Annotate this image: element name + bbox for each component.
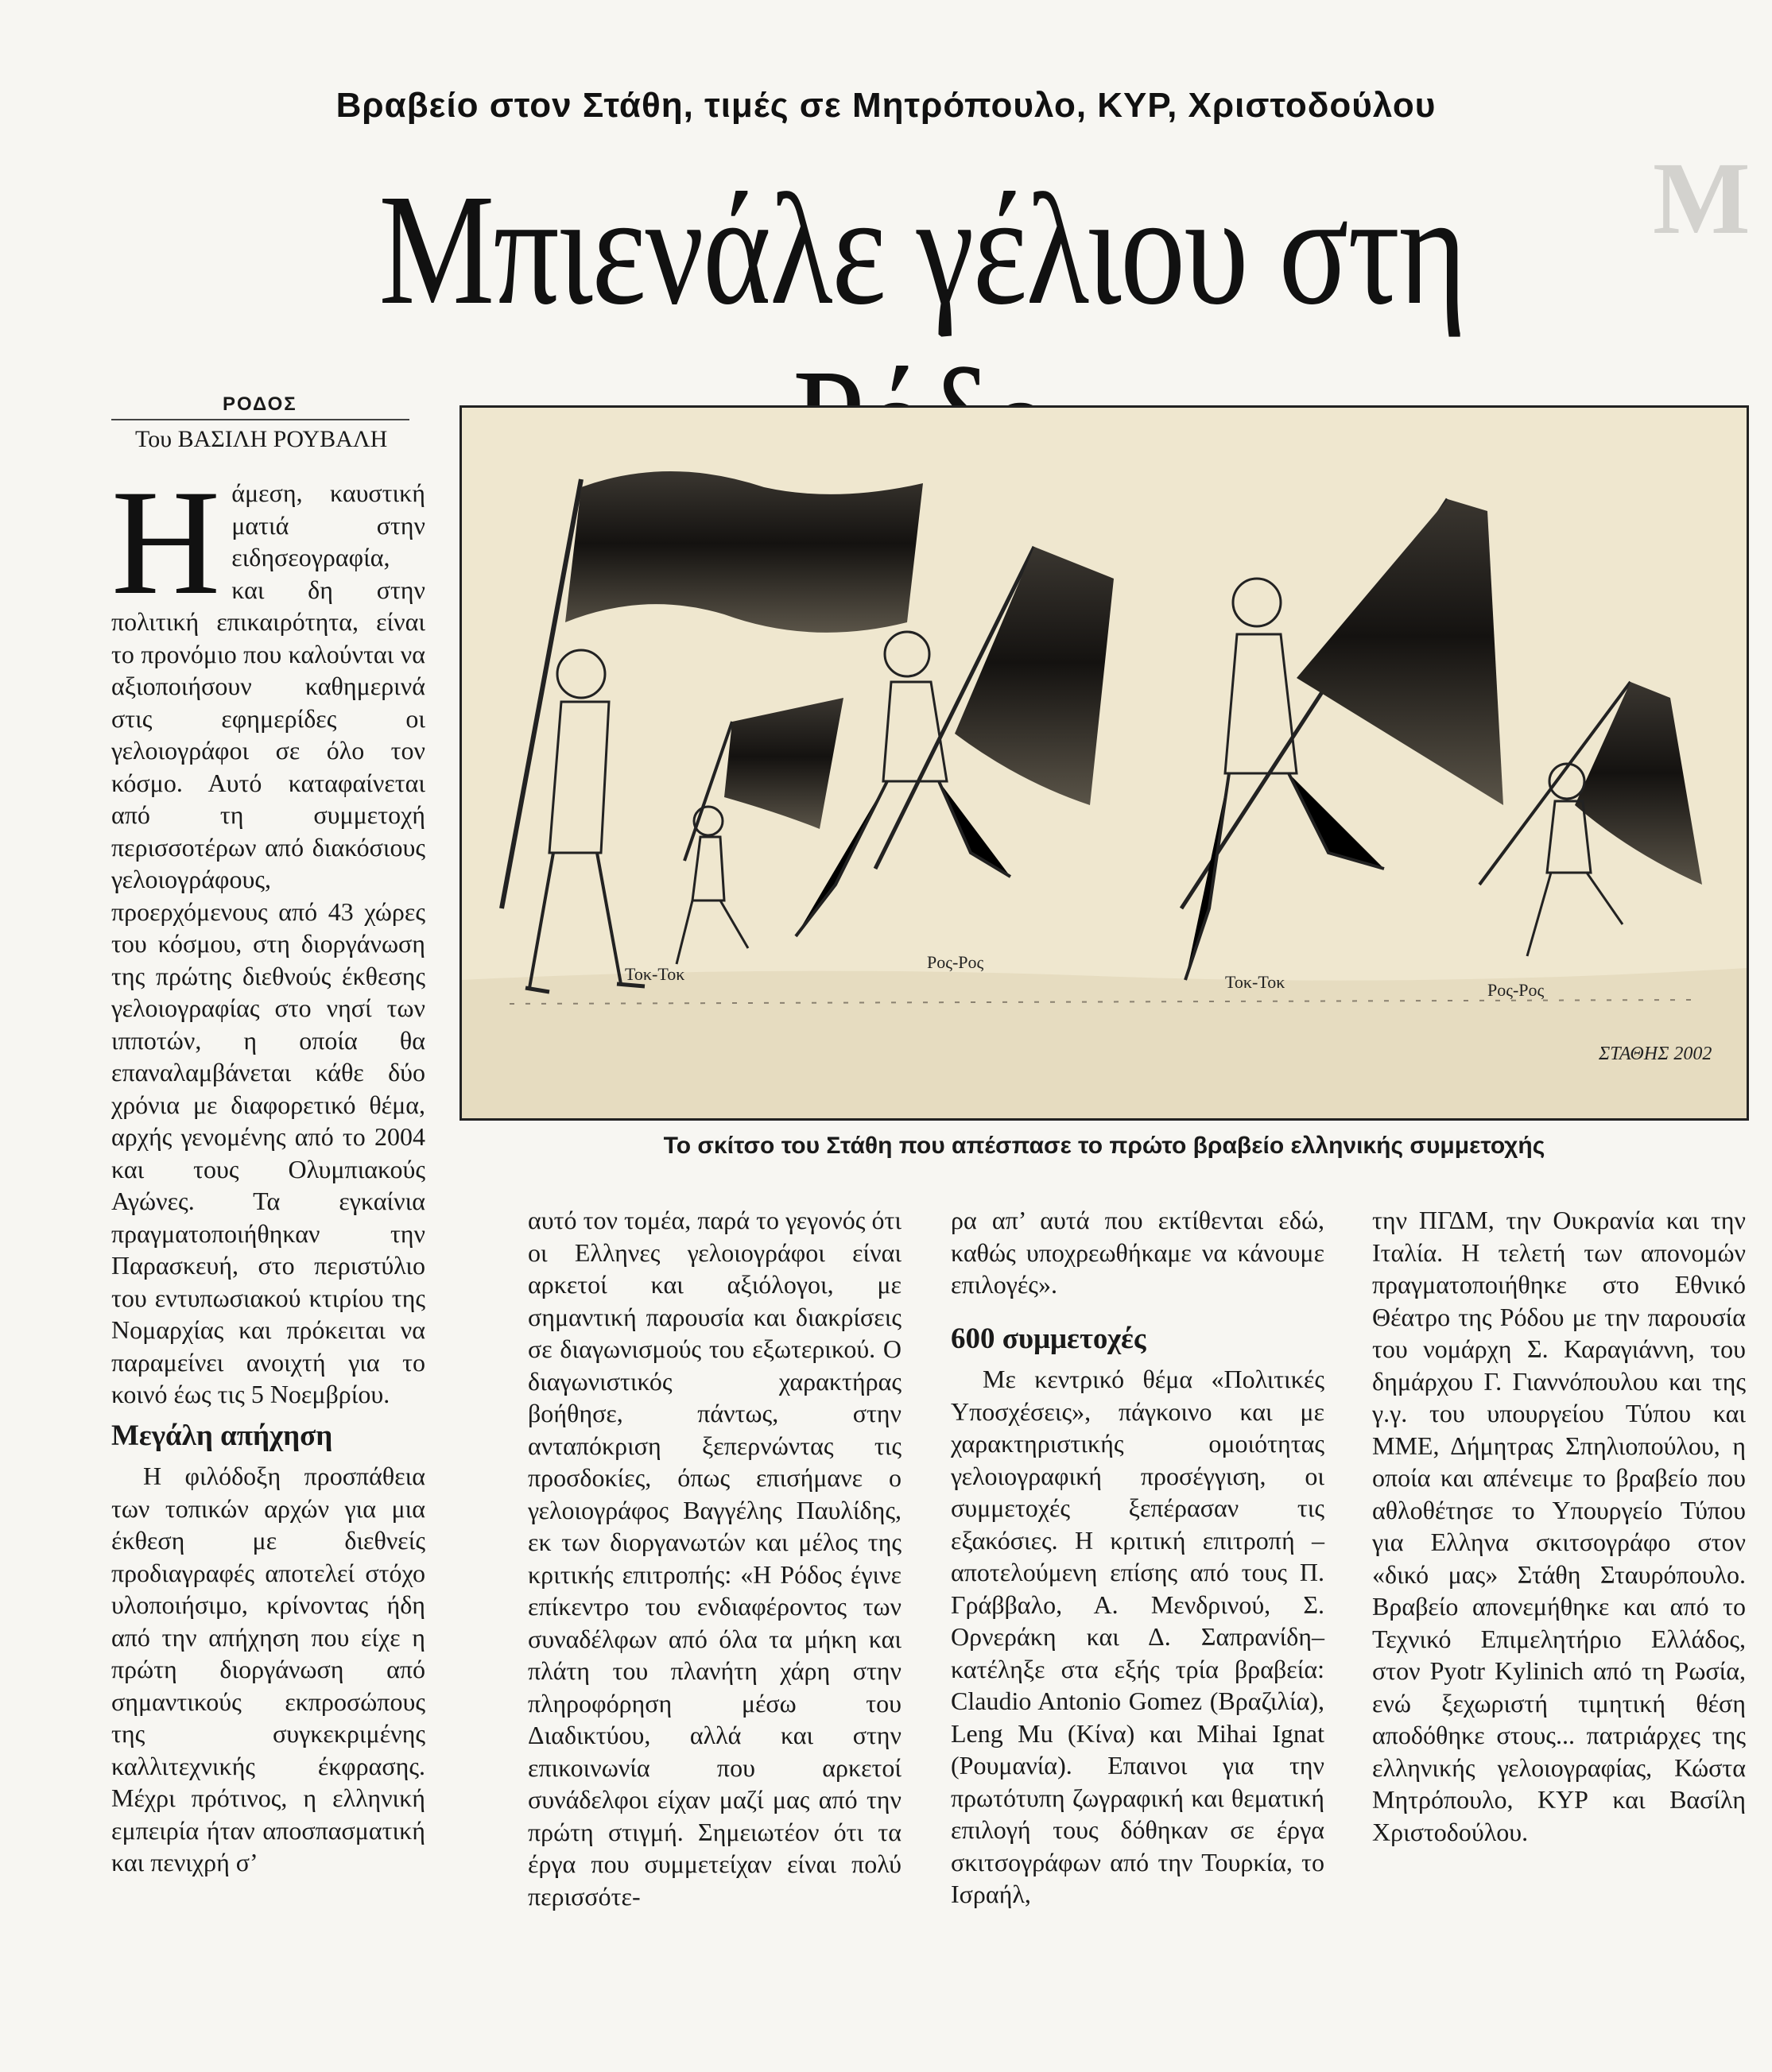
byline: Του ΒΑΣΙΛΗ ΡΟΥΒΑΛΗ bbox=[135, 426, 388, 452]
headline: Μπιενάλε γέλιου στη bbox=[378, 162, 1466, 338]
cartoon-drawing bbox=[462, 408, 1747, 1118]
subhead-megali-apichisi: Μεγάλη απήχηση bbox=[111, 1419, 333, 1452]
column-2 bbox=[528, 1204, 902, 1912]
cartoon-caption: Το σκίτσο του Στάθη που απέσπασε το πρώτο βραβείο ελληνικής συμμετοχής bbox=[663, 1133, 1545, 1159]
paragraph: Με κεντρικό θέμα «Πολιτικές Υποσχέσεις», πάγκοινο και με χαρακτηριστικής ομοιότητας γελοιογραφική προσέγγιση, οι συμμετοχές ξεπέρασαν τις εξακόσιες. Η κριτική επιτροπή –αποτελούμενη επίσης από τους Π. Γράββαλο, Α. Μενδρινού, Σ. Ορνεράκη και Δ. Σαπρανίδη– κατέληξε στα εξής τρία βραβεία: Claudio Antonio Gomez (Βραζιλία), Leng Mu (Κίνα) και Mihai Ignat (Ρουμανία). Επαινοι για την πρωτότυπη ζωγραφική και θεματική επιλογή τους δόθηκαν σε έργα σκιτσογράφων από την Τουρκία, το Ισραήλ, bbox=[951, 1365, 1324, 1908]
supertitle: Βραβείο στον Στάθη, τιμές σε Μητρόπουλο, ΚΥΡ, Χριστοδούλου bbox=[335, 86, 1437, 125]
column-4 bbox=[1372, 1204, 1746, 1848]
paragraph: Η φιλόδοξη προσπάθεια των τοπικών αρχών για μια έκθεση με διεθνείς προδιαγραφές αποτελεί στόχο υλοποιήσιμο, κρίνοντας ήδη από την απήχηση που είχε η πρώτη διοργάνωση από σημαντικούς εκπροσώπους της συγκεκριμένης καλλιτεχνικής έκφρασης. Μέχρι πρότινος, η ελληνική εμπειρία ήταν αποσπασματική και πενιχρή σ’ bbox=[111, 1462, 425, 1876]
subhead-600-symmetoches: 600 συμμετοχές bbox=[951, 1322, 1146, 1355]
byline-rule bbox=[111, 419, 409, 420]
cartoon-label-3: Τοκ-Τοκ bbox=[1225, 972, 1285, 992]
bleed-through-text: Μ bbox=[1653, 147, 1751, 256]
drop-cap: Η bbox=[111, 459, 221, 626]
section-label: ΡΟΔΟΣ bbox=[223, 393, 297, 415]
paragraph: αυτό τον τομέα, παρά το γεγονός ότι οι Ελληνες γελοιογράφοι είναι αρκετοί και αξιόλογοι, με σημαντική παρουσία και διακρίσεις σε διαγωνισμούς του εξωτερικού. Ο διαγωνιστικός χαρακτήρας βοήθησε, πάντως, στην ανταπόκριση ξεπερνώντας τις προσδοκίες, όπως επισήμανε ο γελοιογράφος Βαγγέλης Παυλίδης, εκ των διοργανωτών και μέλος της κριτικής επιτροπής: «Η Ρόδος έγινε επίκεντρο του ενδιαφέροντος των συναδέλφων από όλα τα μήκη και πλάτη του πλανήτη χάρη στην πληροφόρηση μέσω του Διαδικτύου, αλλά και στην επικοινωνία που αρκετοί συνάδελφοι είχαν μαζί μας από την πρώτη στιγμή. Σημειωτέον ότι τα έργα που συμμετείχαν είναι πολύ περισσότε- bbox=[528, 1206, 902, 1911]
cartoon-label-2: Ρος-Ρος bbox=[927, 952, 984, 972]
cartoon-label-1: Τοκ-Τοκ bbox=[625, 964, 685, 984]
cartoon-signature: ΣΤΑΘΗΣ 2002 bbox=[1599, 1044, 1712, 1064]
paragraph-intro: Ηάμεση, καυστική ματιά στην ειδησεογραφία, και δη στην πολιτική επικαιρότητα, είναι το προνόμιο που καλούνται να αξιοποιήσουν καθημερινά στις εφημερίδες οι γελοιογράφοι σε όλο τον κόσμο. Αυτό καταφαίνεται από τη συμμετοχή περισσοτέρων από διακόσιους γελοιογράφους, προερχόμενους από 43 χώρες του κόσμου, στη διοργάνωση της πρώτης διεθνούς έκθεσης γελοιογραφίας στο νησί των ιπποτών, η οποία θα επαναλαμβάνεται κάθε δύο χρόνια με διαφορετικό θέμα, αρχής γενομένης από το 2004 και τους Ολυμπιακούς Αγώνες. Τα εγκαίνια πραγματοποιήθηκαν την Παρασκευή, στο περιστύλιο του εντυπωσιακού κτιρίου της Νομαρχίας και πρόκειται να παραμείνει ανοιχτή για το κοινό έως τις 5 Νοεμβρίου. bbox=[111, 459, 425, 1408]
paragraph: ρα απ’ αυτά που εκτίθενται εδώ, καθώς υποχρεωθήκαμε να κάνουμε επιλογές». bbox=[951, 1206, 1324, 1299]
column-1 bbox=[111, 459, 425, 1879]
cartoon-image bbox=[459, 405, 1749, 1121]
column-3 bbox=[951, 1204, 1324, 1911]
paragraph: την ΠΓΔΜ, την Ουκρανία και την Ιταλία. Η τελετή των απονομών πραγματοποιήθηκε στο Εθνικό Θέατρο της Ρόδου με την παρουσία του νομάρχη Σ. Καραγιάννη, του δημάρχου Γ. Γιαννόπουλου και της γ.γ. του υπουργείου Τύπου και ΜΜΕ, Δήμητρας Σπηλιοπούλου, η οποία και απένειμε το βραβείο που αθλοθέτησε το Υπουργείο Τύπου για Ελληνα σκιτσογράφο στον «δικό μας» Στάθη Σταυρόπουλο. Βραβείο απονεμήθηκε και από το Τεχνικό Επιμελητήριο Ελλάδος, στον Pyotr Kylinich από τη Ρωσία, ενώ ξεχωριστή τιμητική θέση αποδόθηκε στους... πατριάρχες της ελληνικής γελοιογραφίας, Κώστα Μητρόπουλο, ΚΥΡ και Βασίλη Χριστοδούλου. bbox=[1372, 1206, 1746, 1846]
cartoon-label-4: Ρος-Ρος bbox=[1487, 980, 1545, 1000]
